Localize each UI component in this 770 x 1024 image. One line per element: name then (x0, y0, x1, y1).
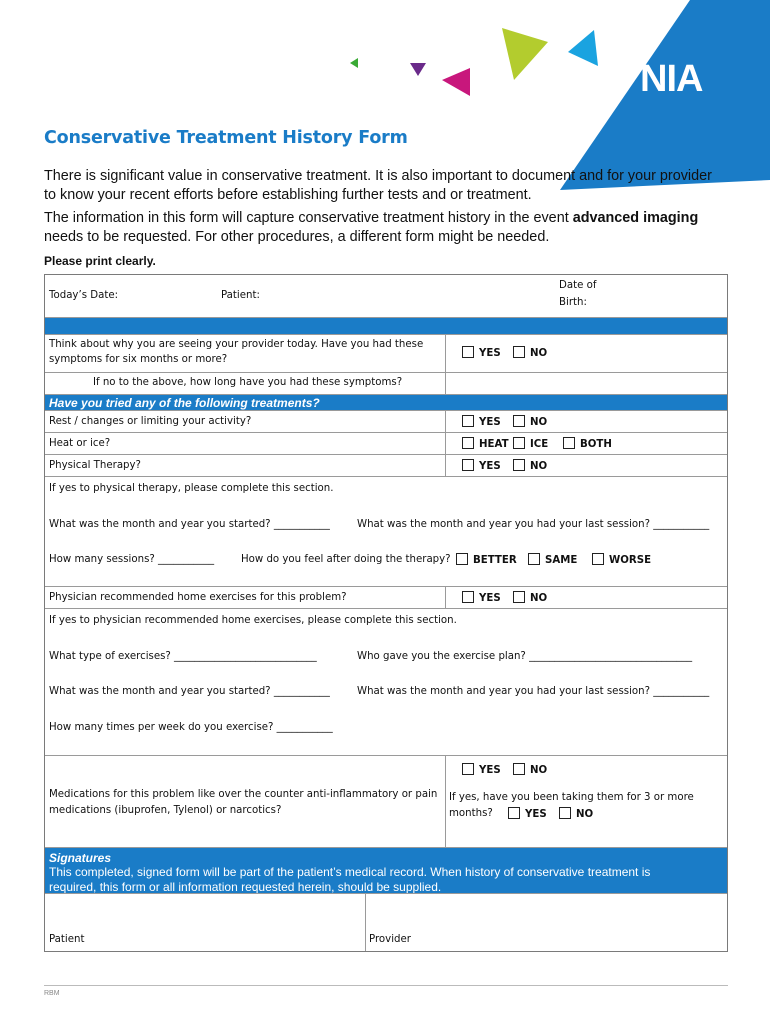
checkbox[interactable] (513, 415, 525, 427)
checkbox[interactable] (559, 807, 571, 819)
pt-section-intro: If yes to physical therapy, please complete this section. (49, 483, 334, 494)
checkbox[interactable] (513, 346, 525, 358)
symptoms-question-line2: symptoms for six months or more? (49, 354, 228, 365)
rest-label: Rest / changes or limiting your activity? (49, 416, 252, 427)
symptoms-row (45, 334, 727, 372)
brand-magenta-triangle (442, 68, 470, 96)
exercise-times-per-week[interactable]: How many times per week do you exercise? ___________ (49, 722, 333, 733)
rest-no-option[interactable]: NO (513, 415, 547, 428)
physical-therapy-label: Physical Therapy? (49, 460, 141, 471)
provider-signature-box[interactable] (365, 894, 727, 951)
exercise-type-field[interactable]: What type of exercises? ____________________________ (49, 651, 317, 662)
medications-followup-line1: If yes, have you been taking them for 3 or more (449, 792, 694, 803)
checkbox[interactable] (513, 459, 525, 471)
provider-signature-label: Provider (369, 934, 411, 945)
checkbox[interactable] (592, 553, 604, 565)
patient-info-row (45, 275, 727, 317)
medications-no-option[interactable]: NO (513, 763, 547, 776)
how-long-label: If no to the above, how long have you had these symptoms? (93, 377, 403, 388)
rest-yes-option[interactable]: YES (462, 415, 501, 428)
footer-divider (44, 985, 728, 986)
checkbox[interactable] (462, 459, 474, 471)
medications-yes-option[interactable]: YES (462, 763, 501, 776)
three-months-yes-option[interactable]: YES (508, 807, 547, 820)
brand-light-blue-triangle (568, 30, 598, 66)
todays-date-label: Today’s Date: (49, 290, 119, 301)
checkbox[interactable] (513, 763, 525, 775)
rest-answer-cell (445, 411, 727, 432)
checkbox[interactable] (456, 553, 468, 565)
home-exercise-no-option[interactable]: NO (513, 591, 547, 604)
intro-paragraph-1: There is significant value in conservative treatment. It is also important to document and for your provider to know your recent efforts before establishing further tests and or treatment. (44, 168, 712, 203)
exercise-plan-giver-field[interactable]: Who gave you the exercise plan? ________________________________ (357, 651, 693, 662)
checkbox[interactable] (462, 591, 474, 603)
physical-therapy-row (45, 454, 727, 476)
signatures-text-line2: required, this form or all information requested herein, should be supplied. (49, 880, 442, 894)
checkbox[interactable] (528, 553, 540, 565)
patient-signature-label: Patient (49, 934, 85, 945)
dob-label-line2: Birth: (559, 297, 587, 308)
ice-option[interactable]: ICE (513, 437, 548, 450)
signatures-heading: Signatures (49, 851, 112, 865)
checkbox[interactable] (462, 763, 474, 775)
checkbox[interactable] (462, 415, 474, 427)
brand-purple-triangle (410, 63, 426, 76)
checkbox[interactable] (462, 346, 474, 358)
brand-green-triangle (502, 28, 548, 80)
brand-green-small-triangle (350, 58, 358, 68)
medications-question-line2: medications (ibuprofen, Tylenol) or narcotics? (49, 805, 282, 816)
signatures-heading-row (45, 847, 727, 893)
nia-logo: NIA (640, 58, 703, 100)
home-exercise-answer-cell (445, 587, 727, 608)
signatures-text-line1: This completed, signed form will be part of the patient’s medical record. When history of conservative treatment is (49, 865, 651, 879)
form-title: Conservative Treatment History Form (44, 128, 408, 148)
how-long-row (45, 372, 727, 394)
home-exercise-section (45, 608, 727, 755)
three-months-no-option[interactable]: NO (559, 807, 593, 820)
pt-feel-question: How do you feel after doing the therapy? (241, 554, 451, 565)
intro-paragraph-2: The information in this form will capture conservative treatment history in the event advanced imaging needs to be requested. For other procedures, a different form might be needed. (44, 210, 699, 245)
medications-answer-cell (445, 756, 727, 847)
treatments-heading-row (45, 394, 727, 410)
medications-followup-line2: months? (449, 808, 493, 819)
treatment-form (44, 274, 728, 952)
treatments-heading: Have you tried any of the following treatments? (49, 396, 320, 410)
symptoms-yes-option[interactable]: YES (462, 346, 501, 359)
symptoms-question-line1: Think about why you are seeing your provider today. Have you had these (49, 339, 424, 350)
pt-yes-option[interactable]: YES (462, 459, 501, 472)
signature-boxes-row (45, 893, 727, 951)
print-note: Please print clearly. (44, 254, 156, 268)
both-option[interactable]: BOTH (563, 437, 612, 450)
symptoms-no-option[interactable]: NO (513, 346, 547, 359)
home-exercise-yes-option[interactable]: YES (462, 591, 501, 604)
rest-row (45, 410, 727, 432)
dob-label-line1: Date of (559, 280, 597, 291)
heat-ice-answer-cell (445, 433, 727, 454)
checkbox[interactable] (462, 437, 474, 449)
checkbox[interactable] (513, 591, 525, 603)
blue-divider-bar (45, 317, 727, 334)
patient-signature-box[interactable] (45, 894, 365, 951)
same-option[interactable]: SAME (528, 553, 577, 566)
pt-sessions[interactable]: How many sessions? ___________ (49, 554, 215, 565)
home-exercise-question: Physician recommended home exercises for this problem? (49, 592, 347, 603)
medications-question-line1: Medications for this problem like over the counter anti-inflammatory or pain (49, 789, 438, 800)
exercise-month-started[interactable]: What was the month and year you started? ___________ (49, 686, 330, 697)
heat-option[interactable]: HEAT (462, 437, 509, 450)
worse-option[interactable]: WORSE (592, 553, 651, 566)
checkbox[interactable] (513, 437, 525, 449)
checkbox[interactable] (563, 437, 575, 449)
home-exercise-intro: If yes to physician recommended home exercises, please complete this section. (49, 615, 457, 626)
home-exercise-row (45, 586, 727, 608)
how-long-answer-field[interactable] (445, 373, 727, 394)
better-option[interactable]: BETTER (456, 553, 517, 566)
footer-code: RBM (44, 990, 60, 997)
pt-month-started[interactable]: What was the month and year you started? ___________ (49, 519, 330, 530)
medications-row (45, 755, 727, 847)
pt-last-session[interactable]: What was the month and year you had your last session? ___________ (357, 519, 710, 530)
exercise-last-session[interactable]: What was the month and year you had your last session? ___________ (357, 686, 710, 697)
patient-label: Patient: (221, 290, 260, 301)
heat-ice-row (45, 432, 727, 454)
pt-no-option[interactable]: NO (513, 459, 547, 472)
checkbox[interactable] (508, 807, 520, 819)
physical-therapy-answer-cell (445, 455, 727, 476)
pt-section (45, 476, 727, 586)
heat-ice-label: Heat or ice? (49, 438, 111, 449)
symptoms-answer-cell (445, 335, 727, 372)
